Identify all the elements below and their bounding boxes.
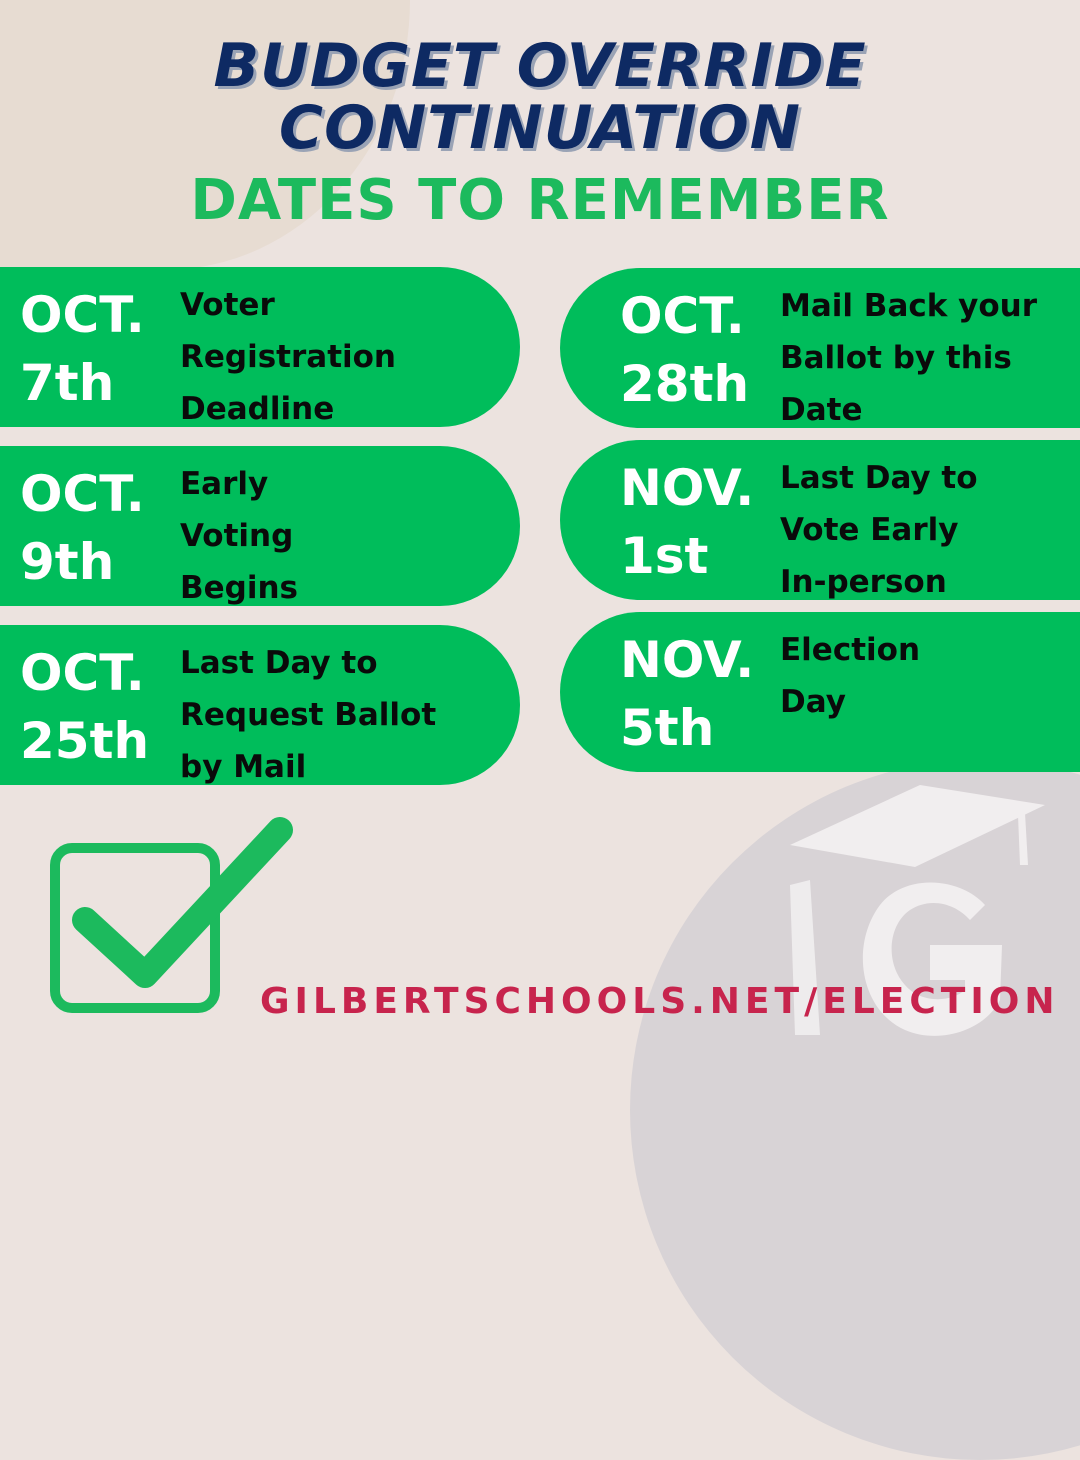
date-description (180, 637, 480, 793)
description-line: Day (780, 684, 846, 720)
description-line: by Mail (180, 749, 307, 785)
title-line-2: CONTINUATION (279, 93, 801, 163)
date-card-nov-1 (560, 440, 1080, 600)
date-day: 1st (620, 527, 709, 585)
date-description (780, 280, 1080, 436)
date-day: 7th (20, 354, 115, 412)
date-month: OCT. (620, 287, 745, 345)
description-line: Mail Back your (780, 288, 1038, 324)
date-month: OCT. (20, 465, 145, 523)
date-month: OCT. (20, 644, 145, 702)
date-card-oct-9 (0, 446, 520, 606)
date-month: OCT. (20, 286, 145, 344)
date-day: 25th (20, 712, 150, 770)
description-line: Last Day to (180, 645, 378, 681)
date-description (780, 452, 1080, 608)
date-card-oct-28 (560, 268, 1080, 428)
description-line: Begins (180, 570, 298, 606)
description-line: Registration (180, 339, 397, 375)
date-card-nov-5 (560, 612, 1080, 772)
subtitle: DATES TO REMEMBER (190, 168, 890, 233)
date-card-oct-7 (0, 267, 520, 427)
description-line: Election (780, 632, 921, 668)
date-month: NOV. (620, 459, 755, 517)
description-line: Ballot by this (780, 340, 1012, 376)
date-description (180, 279, 480, 435)
description-line: Early (180, 466, 269, 502)
description-line: Voting (180, 518, 294, 554)
date-day: 28th (620, 355, 750, 413)
description-line: Vote Early (780, 512, 959, 548)
description-line: Deadline (180, 391, 335, 427)
title-line-1: BUDGET OVERRIDE (213, 31, 867, 101)
date-card-oct-25 (0, 625, 520, 785)
date-day: 5th (620, 699, 715, 757)
checkmark-icon (60, 800, 300, 1000)
date-description (780, 624, 1080, 728)
date-description (180, 458, 480, 614)
description-line: Date (780, 392, 863, 428)
election-website-url: GILBERTSCHOOLS.NET/ELECTION (260, 981, 1060, 1022)
date-day: 9th (20, 533, 115, 591)
description-line: In-person (780, 564, 947, 600)
description-line: Request Ballot (180, 697, 437, 733)
date-month: NOV. (620, 631, 755, 689)
description-line: Last Day to (780, 460, 978, 496)
description-line: Voter (180, 287, 275, 323)
